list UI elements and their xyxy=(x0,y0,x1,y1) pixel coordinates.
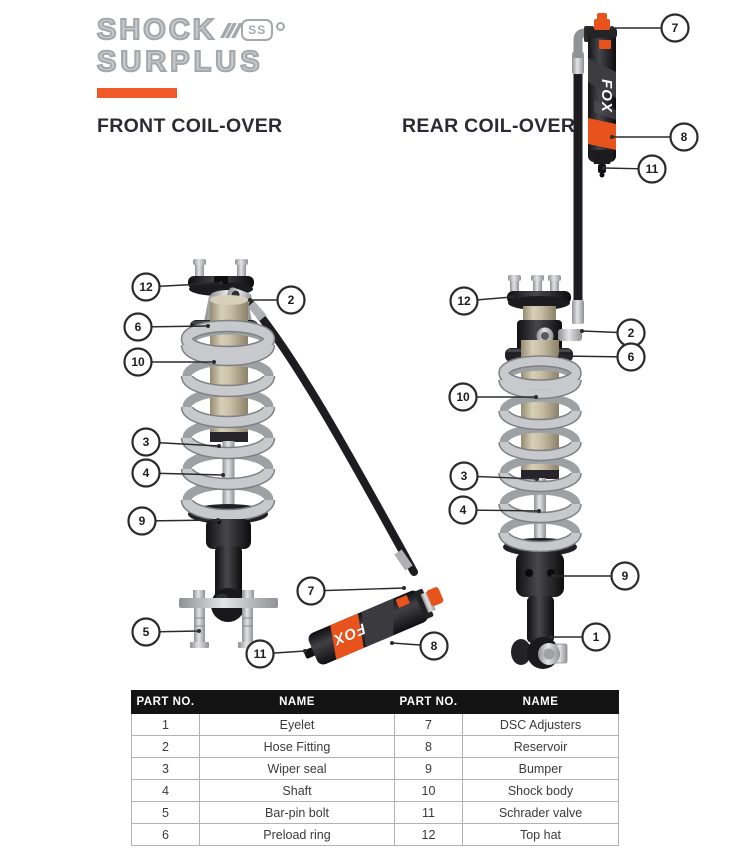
leader-dot xyxy=(602,166,606,170)
front-top-studs xyxy=(193,259,248,277)
table-cell: Shock body xyxy=(463,780,619,802)
leader-dot xyxy=(534,395,538,399)
leader-dot xyxy=(390,641,394,645)
leader-dot xyxy=(510,295,514,299)
callout-number: 1 xyxy=(592,630,600,645)
leader-dot xyxy=(248,298,252,302)
table-cell: Schrader valve xyxy=(463,802,619,824)
callout-number: 10 xyxy=(456,390,470,405)
table-cell: 9 xyxy=(395,758,463,780)
callout-number: 6 xyxy=(627,350,635,365)
table-row xyxy=(132,714,619,736)
table-row xyxy=(132,758,619,780)
rear-coilover-illustration xyxy=(503,13,617,669)
table-cell: Preload ring xyxy=(200,824,395,846)
front-coilover-illustration xyxy=(179,259,449,670)
front-hose-crimp xyxy=(251,304,263,318)
leader-dot xyxy=(580,329,584,333)
leader-dot xyxy=(537,509,541,513)
callout-number: 9 xyxy=(138,514,146,529)
callout-number: 12 xyxy=(139,280,153,295)
table-cell: 5 xyxy=(132,802,200,824)
table-cell: 8 xyxy=(395,736,463,758)
rear-bumper-hole xyxy=(525,569,533,577)
leader-dot xyxy=(610,26,614,30)
table-header-row xyxy=(132,691,619,714)
leader-dot xyxy=(221,473,225,477)
table-cell: 3 xyxy=(132,758,200,780)
table-cell: 10 xyxy=(395,780,463,802)
callout-number: 8 xyxy=(430,639,438,654)
callout-number: 7 xyxy=(671,21,679,36)
table-cell: DSC Adjusters xyxy=(463,714,619,736)
front-fox-logo: FOX xyxy=(330,619,369,649)
table-cell: Eyelet xyxy=(200,714,395,736)
leader-dot xyxy=(303,649,307,653)
rear-hose-crimp xyxy=(572,300,584,324)
table-row xyxy=(132,824,619,846)
front-wiper-seal xyxy=(210,432,248,442)
table-cell: Bar-pin bolt xyxy=(200,802,395,824)
leader-dot xyxy=(402,586,406,590)
callout-number: 3 xyxy=(460,469,468,484)
header-part-no: PART NO. xyxy=(132,691,200,714)
callout-number: 2 xyxy=(287,293,295,308)
table-cell: Shaft xyxy=(200,780,395,802)
parts-table xyxy=(131,690,619,846)
leader-dot xyxy=(551,574,555,578)
rear-fox-logo: FOX xyxy=(598,79,615,113)
header-name: NAME xyxy=(200,691,395,714)
callout-number: 12 xyxy=(457,294,471,309)
callout-number: 2 xyxy=(627,326,635,341)
callout-number: 9 xyxy=(621,569,629,584)
table-row xyxy=(132,780,619,802)
table-cell: Top hat xyxy=(463,824,619,846)
table-cell: 7 xyxy=(395,714,463,736)
callout-number: 4 xyxy=(459,503,467,518)
callout-number: 8 xyxy=(680,130,688,145)
front-coilover-title: FRONT COIL-OVER xyxy=(97,115,283,137)
leader-dot xyxy=(197,629,201,633)
callout-number: 3 xyxy=(142,435,150,450)
rear-reservoir xyxy=(587,13,617,178)
table-cell: Reservoir xyxy=(463,736,619,758)
table-cell: 1 xyxy=(132,714,200,736)
leader-dot xyxy=(212,360,216,364)
rear-coil-spring xyxy=(504,361,576,547)
leader-dot xyxy=(206,324,210,328)
table-cell: 12 xyxy=(395,824,463,846)
table-cell: Wiper seal xyxy=(200,758,395,780)
header-part-no-2: PART NO. xyxy=(395,691,463,714)
rear-bushing xyxy=(523,306,556,320)
front-bumper xyxy=(206,519,251,549)
rear-top-studs xyxy=(508,275,561,292)
callout-number: 7 xyxy=(307,584,315,599)
rear-coilover-title: REAR COIL-OVER xyxy=(402,115,576,137)
table-cell: 4 xyxy=(132,780,200,802)
callout-number: 5 xyxy=(142,625,150,640)
callout-number: 4 xyxy=(142,466,150,481)
leader-dot xyxy=(535,477,539,481)
table-cell: Hose Fitting xyxy=(200,736,395,758)
rear-hose-fitting xyxy=(558,329,582,341)
table-row xyxy=(132,802,619,824)
table-cell: 6 xyxy=(132,824,200,846)
callout-number: 10 xyxy=(131,355,145,370)
callout-number: 11 xyxy=(253,647,267,662)
rear-wiper-seal xyxy=(521,470,559,479)
logo-badge-text: SS xyxy=(241,19,273,41)
leader-dot xyxy=(558,354,562,358)
table-cell: Bumper xyxy=(463,758,619,780)
logo-word-surplus: SURPLUS xyxy=(97,45,264,78)
leader-dot xyxy=(217,444,221,448)
leader-dot xyxy=(219,281,223,285)
leader-dot xyxy=(216,518,220,522)
leader-dot xyxy=(610,135,614,139)
leader-dot xyxy=(549,635,553,639)
table-cell: 11 xyxy=(395,802,463,824)
table-cell: 2 xyxy=(132,736,200,758)
rear-bumper xyxy=(516,552,564,597)
logo-word-shock: SHOCK xyxy=(97,13,217,46)
table-row xyxy=(132,736,619,758)
header-name-2: NAME xyxy=(463,691,619,714)
rear-eyelet xyxy=(511,637,567,669)
callout-number: 6 xyxy=(134,320,142,335)
callout-number: 11 xyxy=(645,162,659,177)
